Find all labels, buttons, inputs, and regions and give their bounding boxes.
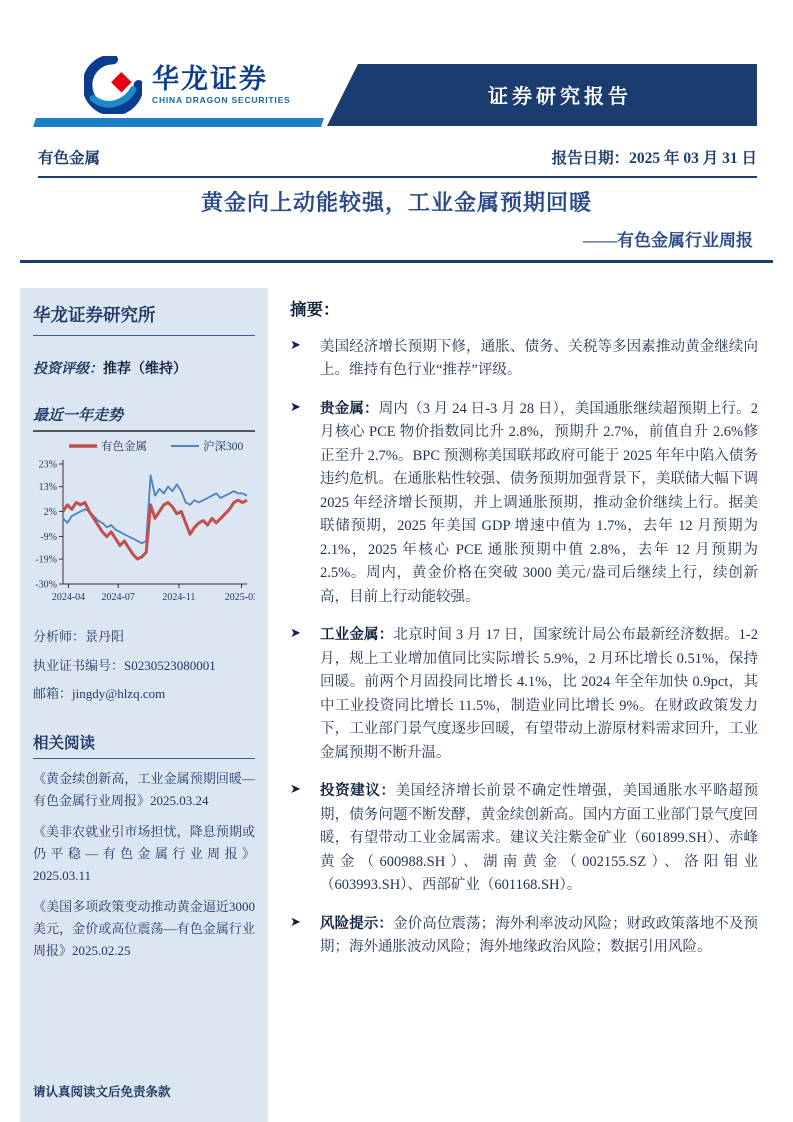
chart-title: 最近一年走势 [33,404,255,432]
bullet-arrow-icon: ➤ [290,625,301,641]
svg-text:2025-03: 2025-03 [224,592,255,603]
rating-value: 推荐（维持） [103,362,187,377]
summary-bullet [290,624,758,765]
brand-name-en: CHINA DRAGON SECURITIES [152,95,291,106]
email-line: 邮箱：jingdy@hlzq.com [33,686,166,702]
summary-section [290,296,758,975]
related-reading-heading: 相关阅读 [33,731,255,759]
brand-name-cn: 华龙证券 [152,63,268,94]
title-divider [20,260,773,263]
summary-bullet [290,913,758,960]
svg-text:有色金属: 有色金属 [101,441,147,453]
related-item: 《美非农就业引市场担忧，降息预期或仍平稳—有色金属行业周报》2025.03.11 [33,823,255,884]
bullet-arrow-icon: ➤ [290,781,301,797]
summary-heading: 摘要： [290,300,340,319]
svg-text:-30%: -30% [35,579,57,591]
svg-text:2024-07: 2024-07 [101,592,135,603]
license-line: 执业证书编号：S0230523080001 [33,657,216,673]
svg-text:2024-04: 2024-04 [51,592,86,603]
report-type-banner: 证券研究报告 [488,86,632,108]
summary-bullet [290,780,758,897]
bullet-lead: 贵金属： [320,400,379,417]
page-subtitle: ——有色金属行业周报 [583,231,753,250]
svg-text:沪深300: 沪深300 [203,441,244,453]
bullet-arrow-icon: ➤ [290,337,301,352]
bullet-lead: 投资建议： [320,783,396,800]
header-divider [38,176,757,178]
report-date: 报告日期：2025 年 03 月 31 日 [551,150,757,167]
bullet-lead: 风险提示： [320,915,394,932]
analyst-block [33,623,255,709]
related-item: 《美国多项政策变动推动黄金逼近3000 美元，金价或高位震荡—有色金属行业周报》2025.02.25 [33,899,255,959]
bullet-text: 北京时间 3 月 17 日，国家统计局公布最新经济数据。1-2 月，规上工业增加值同比实际增长 5.9%，2 月环比增长 0.51%，保持回暖。前两个月固投同比增长 4.1%，比 2024 年全年加快 0.9pct，其中工业投资同比增长 11.5%，制造业同比增长 9%。在财政政策发力下，工业部门景气度逐步回暖，有望带动上游原材料需求回升，工业金属预期不断升温。 [320,627,759,761]
bullet-arrow-icon: ➤ [290,398,301,414]
svg-text:23%: 23% [38,459,57,471]
trend-chart [33,436,255,613]
analyst-line: 分析师：景丹阳 [33,629,125,644]
summary-bullet [290,336,758,383]
bullet-text: 美国经济增长预期下修，通胀、债务、关税等多因素推动黄金继续向上。维持有色行业“推荐”评级。 [320,339,758,379]
svg-text:-9%: -9% [40,531,57,543]
institute-heading: 华龙证券研究所 [33,302,255,336]
banner-blue-strip [33,118,324,127]
bullet-text: 周内（3 月 24 日-3 月 28 日），美国通胀继续超预期上行。2 月核心 PCE 物价指数同比升 2.8%，预期升 2.7%，前值自升 2.6%修正至升 2.7%。BPC 预测称美国联邦政府可能于 2025 年年中陷入债务违约危机。在通胀粘性较强、债务预期加强背景下，美联储大幅下调 2025 年经济增长预期，并上调通胀预期，推动金价继续上行。据美联储预期，2025 年美国 GDP 增速中值为 1.7%，去年 12 月预期为 2.1%，2025 年核心 PCE 通胀预期中值 2.8%，去年 12 月预期为 2.5%。周内，黄金价格在突破 3000 美元/盎司后继续上行，续创新高，目前上行动能较强。 [320,400,759,605]
related-item: 《黄金续创新高，工业金属预期回暖—有色金属行业周报》2025.03.24 [33,770,255,808]
page-title: 黄金向上动能较强，工业金属预期回暖 [200,190,592,215]
industry-label: 有色金属 [38,150,101,167]
summary-bullet [290,398,758,609]
svg-text:2%: 2% [43,507,57,519]
investment-rating [33,358,255,378]
bullet-text: 美国经济增长前景不确定性增强，美国通胀水平略超预期，债务问题不断发酵，黄金续创新高。国内方面工业部门景气度回暖，有望带动工业金属需求。建议关注紫金矿业（601899.SH）、赤峰黄金（600988.SH）、湖南黄金（002155.SZ）、洛阳钼业（603993.SH）、西部矿业（601168.SH）。 [320,783,758,894]
meta-row [38,146,757,168]
rating-label: 投资评级： [33,362,103,377]
bullet-lead: 工业金属： [320,627,394,644]
bullet-text: 金价高位震荡；海外利率波动风险；财政政策落地不及预期；海外通胀波动风险；海外地缘政治风险；数据引用风险。 [320,915,759,956]
svg-text:13%: 13% [38,482,57,494]
bullet-arrow-icon: ➤ [290,913,301,929]
disclaimer-note: 请认真阅读文后免责条款 [33,1085,171,1099]
company-logo [84,56,291,114]
svg-text:-19%: -19% [35,554,57,566]
dragon-logo-icon [84,56,142,114]
svg-text:2024-11: 2024-11 [162,592,196,603]
sidebar-panel [20,288,268,1122]
